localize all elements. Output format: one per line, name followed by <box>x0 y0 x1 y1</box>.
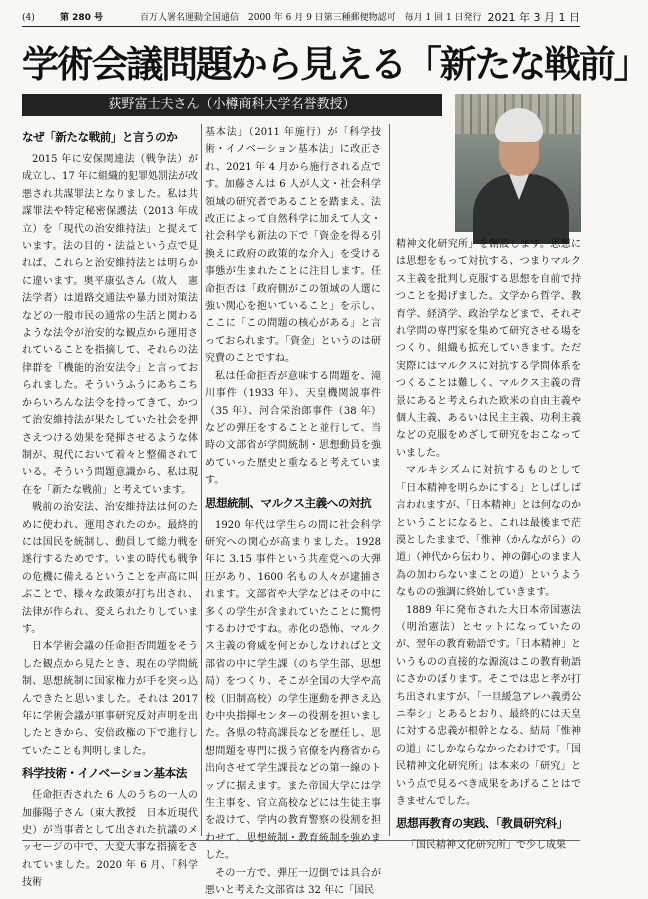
paragraph: 日本学術会議の任命拒否問題をそうした観点から見たとき、現在の学問統制、思想統制に国家権力が手を突っ込んできたと思いました。それは 2017 年に学術会議が軍事研究反対声明を出したときから、安倍政権の下で進行していたことも判明しました。 <box>22 641 198 757</box>
paragraph: 精神文化研究所」を創設します。思想には思想をもって対抗する、つまりマルクス主義を批判し克服する思想を自前で持つことを掲げました。文学から哲学、教育学、経済学、政治学などまで、それぞれ学問の専門家を集めて研究させる場をつくり、組織も拡充していきます。ただ実際にはマルクスに対抗する学問体系をつくることは難しく、マルクス主義の背景にあると考えられた欧米の自由主義や個人主義、あるいは民主主義、功利主義などの克服をめざして研究をおこなっていました。 <box>396 239 581 459</box>
section-heading: なぜ「新たな戦前」と言うのか <box>22 130 178 144</box>
paragraph: マルキシズムに対抗するものとして「日本精神を明らかにする」としばしば言われますが、「日本精神」とは何なのかということになると、これは最後まで茫漠としたままで、「惟神（かんながら）の道」（神代から伝わり、神の御心のまま人為の加わらないまことの道）というようなものの強調に終始していきます。 <box>396 465 581 599</box>
headline: 学術会議問題から見える「新たな戦前」 <box>22 43 648 86</box>
bottom-rule <box>22 840 580 841</box>
section-heading: 思想再教育の実践、「教員研究科」 <box>396 816 568 831</box>
paragraph: その一方で、弾圧一辺倒では具合が悪いと考えた文部省は 32 年に「国民 <box>205 867 381 897</box>
paragraph: 1920 年代は学生らの間に社会科学研究への関心が高まりました。1928 年に 3.15 事件という共産党への大弾圧があり、1600 名もの人々が逮捕されます。文部省や大学などはその中に多くの学生が含まれていたことに驚愕するわけですね。赤化の恐怖、マルクス主義の脅威を何とかしなければと文部省の中に学生課（のち学生部、思想局）をつくり、そこが全国の大学や高校（旧制高校）の学生運動を押さえ込む中央指揮センターの役割を担いました。各県の特高課長などを歴任し、思想問題を専門に扱う官僚を内務省から出向させて学生課長などの第一線のトップに据えます。また帝国大学には学生主事を、官立高校などには生徒主事を設けて、学内の教育警察の役割を担わせて、思想統制・教育統制を強めました。 <box>205 519 381 862</box>
paragraph: 基本法」（2011 年施行）が「科学技術・イノベーション基本法」に改正され、2021 年 4 月から施行される点です。加藤さんは 6 人が人文・社会科学領域の研究者であることを踏まえ、法改正によって自然科学に加えて人文・社会科学も新法の下で「資金を得る引換えに政府の政策的な介入」を受ける事態が生まれたことに注目します。任命拒否は「政府側がこの領域の人選に強い関心を抱いていること」を示し、ここに「この問題の核心がある」と言っておられます。「資金」というのは研究費のことですね。 <box>205 127 381 365</box>
issue-number: 第 280 号 <box>60 13 104 23</box>
paragraph: 「国民精神文化研究所」で少し成果 <box>406 840 566 852</box>
publication-info: 百万人署名運動全国通信 2000 年 6 月 9 日第三種郵便物認可 毎月 1 回 1 日発行 <box>140 13 482 23</box>
page-number: (4) <box>22 13 35 23</box>
byline: 荻野富士夫さん（小樽商科大学名誉教授） <box>22 94 442 116</box>
article-column-2 <box>205 124 381 897</box>
column-rule <box>201 124 202 836</box>
paragraph: 2015 年に安保関連法（戦争法）が成立し、17 年に組織的犯罪処罰法が改悪され共謀罪法となりました。私は共謀罪法や特定秘密保護法（2013 年成立）を「現代の治安維持法」と捉えています。法の目的・法益という点で見れば、これらと治安維持法とは明らかに違います。奥平康弘さん（故人 憲法学者）は道路交通法や暴力団対策法などの一般市民の通常の生活と関わるような法令が治安的な観点から運用されていることを指摘して、それらの法律群を「機能的治安法令」と言っておられました。そういうふうにあちこちからいろんな法令を持ってきて、かつて治安維持法が果たしていた社会を押さえつける効果を発揮させるような体制が、現代において着々と整備されている。そういう問題意識から、私は現在を「新たな戦前」と考えています。 <box>22 154 198 496</box>
column-rule <box>389 124 390 836</box>
paragraph: 1889 年に発布された大日本帝国憲法（明治憲法）とセットになっていたのが、翌年の教育勅語です。「日本精神」というものの直接的な源流はこの教育勅語にさかのぼります。そこでは忠と孝が打ち出されますが、「一旦緩急アレハ義勇公ニ奉シ」とあるとおり、最終的には天皇に対する忠義が根幹となる、結局「惟神の道」にしかならなかったわけです。「国民精神文化研究所」は本来の「研究」という点で見るべき成果をあげることはできませんでした。 <box>396 604 581 807</box>
article-column-3 <box>396 236 581 852</box>
article-column-1 <box>22 124 198 889</box>
issue-date: 2021 年 3 月 1 日 <box>487 11 580 24</box>
paragraph: 私は任命拒否が意味する問題を、滝川事件（1933 年）、天皇機関説事件（35 年）、河合栄治郎事件（38 年）などの弾圧をすることと並行して、当時の文部省が学問統制・思想動員を強めていった歴史と重なると考えています。 <box>205 370 381 487</box>
paragraph: 任命拒否された 6 人のうちの一人の加藤陽子さん（東大教授 日本近現代史）が当事者として出された抗議のメッセージの中で、大変大事な指摘をされていました。2020 年 6 月、「科学技術 <box>22 790 198 889</box>
paragraph: 戦前の治安法、治安維持法は何のために使われ、運用されたのか。最終的には国民を統制し、動員して総力戦を遂行するためです。いまの時代も戦争の危機に備えるということを声高に叫ぶことで、様々な政策が打ち出され、法律が作られ、変えられたりしています。 <box>22 502 198 635</box>
section-heading: 思想統制、マルクス主義への対抗 <box>205 495 372 510</box>
section-heading: 科学技術・イノベーション基本法 <box>22 766 187 781</box>
page-header <box>22 10 580 27</box>
portrait-photo <box>455 94 581 232</box>
